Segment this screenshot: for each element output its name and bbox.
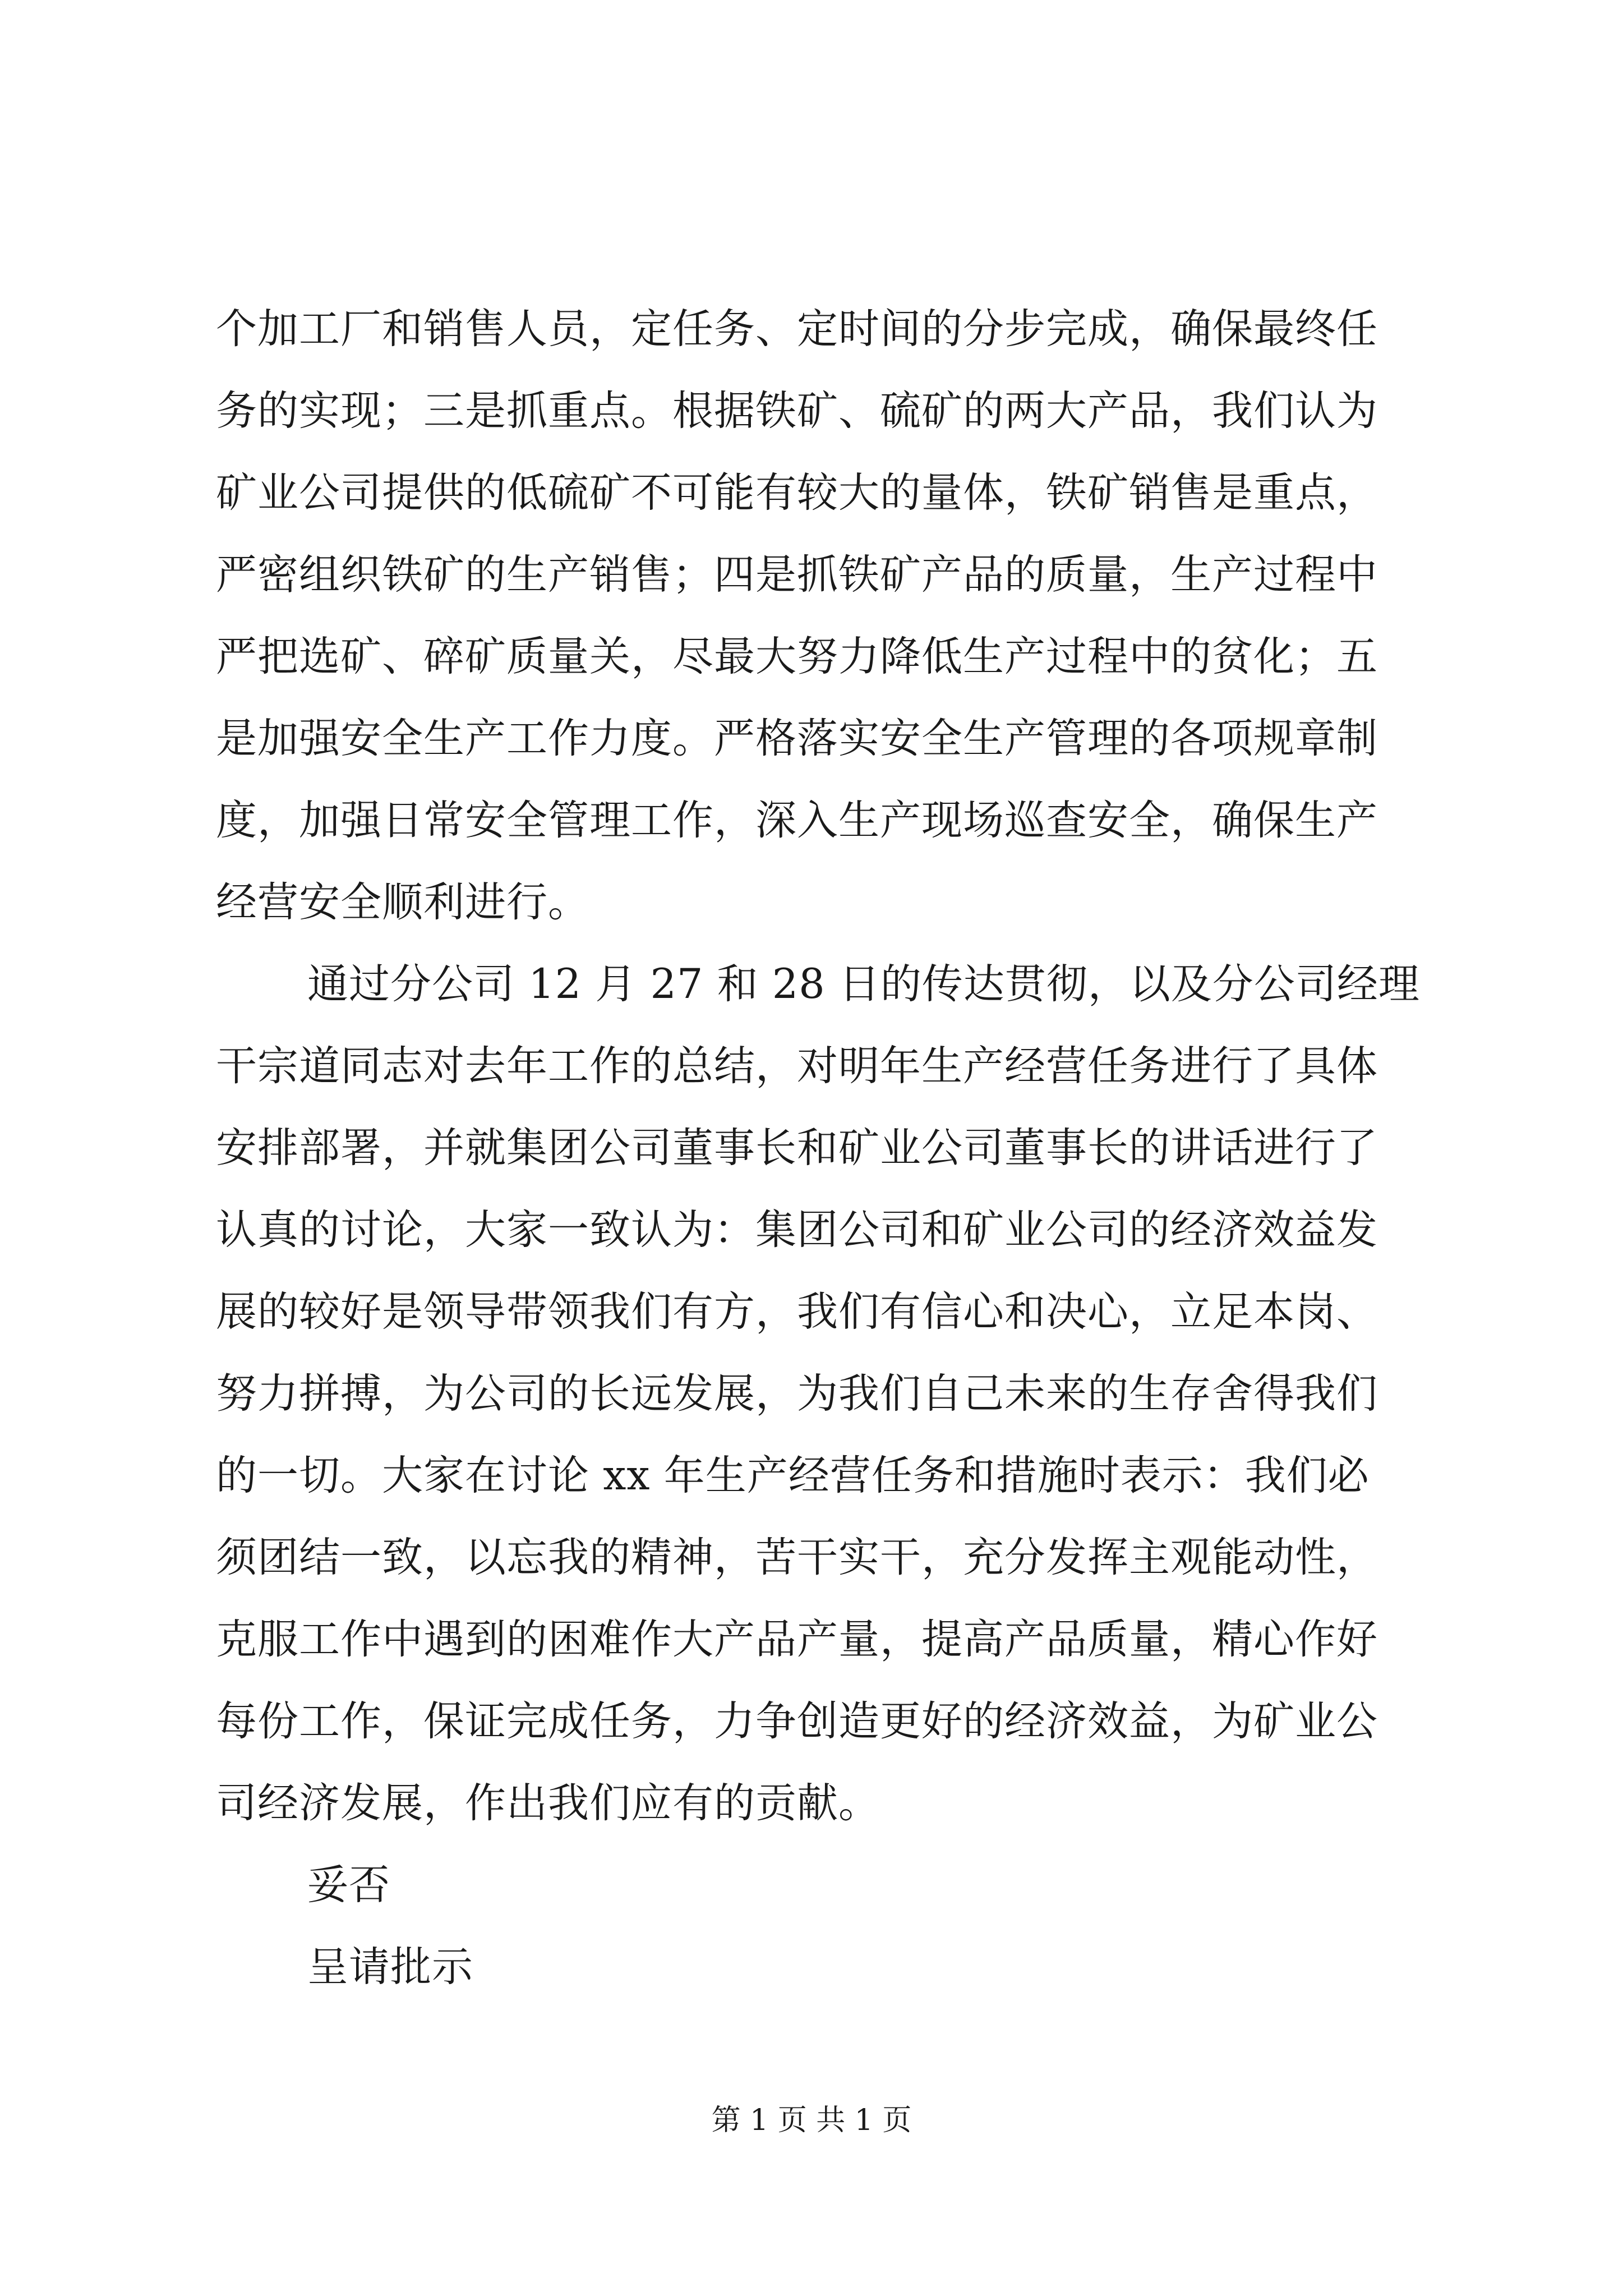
closing-line: 呈请批示 bbox=[307, 1943, 473, 1991]
text-line: 务的实现；三是抓重点。根据铁矿、硫矿的两大产品，我们认为 bbox=[216, 387, 1378, 435]
text-line: 个加工厂和销售人员，定任务、定时间的分步完成，确保最终任 bbox=[216, 305, 1378, 353]
page-number-footer: 第 1 页 共 1 页 bbox=[711, 2104, 912, 2137]
text-line: 度，加强日常安全管理工作，深入生产现场巡查安全，确保生产 bbox=[216, 797, 1378, 844]
text-line: 努力拼搏，为公司的长远发展，为我们自己未来的生存舍得我们 bbox=[216, 1370, 1378, 1418]
text-line: 是加强安全生产工作力度。严格落实安全生产管理的各项规章制 bbox=[216, 715, 1378, 762]
paragraph-start-line: 通过分公司 12 月 27 和 28 日的传达贯彻，以及分公司经理 bbox=[307, 960, 1420, 1008]
text-line: 每份工作，保证完成任务，力争创造更好的经济效益，为矿业公 bbox=[216, 1697, 1378, 1745]
text-line: 司经济发展，作出我们应有的贡献。 bbox=[216, 1779, 880, 1827]
text-line: 严密组织铁矿的生产销售；四是抓铁矿产品的质量，生产过程中 bbox=[216, 551, 1378, 599]
text-line: 认真的讨论，大家一致认为：集团公司和矿业公司的经济效益发 bbox=[216, 1206, 1378, 1254]
closing-line: 妥否 bbox=[307, 1861, 390, 1909]
text-line: 经营安全顺利进行。 bbox=[216, 878, 589, 926]
text-line: 安排部署，并就集团公司董事长和矿业公司董事长的讲话进行了 bbox=[216, 1124, 1378, 1172]
text-line: 展的较好是领导带领我们有方，我们有信心和决心，立足本岗、 bbox=[216, 1288, 1378, 1336]
text-line: 的一切。大家在讨论 xx 年生产经营任务和措施时表示：我们必 bbox=[216, 1452, 1370, 1499]
text-line: 须团结一致，以忘我的精神，苦干实干，充分发挥主观能动性， bbox=[216, 1534, 1378, 1581]
text-line: 严把选矿、碎矿质量关，尽最大努力降低生产过程中的贫化；五 bbox=[216, 633, 1378, 680]
text-line: 克服工作中遇到的困难作大产品产量，提高产品质量，精心作好 bbox=[216, 1616, 1378, 1663]
text-line: 干宗道同志对去年工作的总结，对明年生产经营任务进行了具体 bbox=[216, 1042, 1378, 1090]
text-line: 矿业公司提供的低硫矿不可能有较大的量体，铁矿销售是重点， bbox=[216, 469, 1378, 517]
